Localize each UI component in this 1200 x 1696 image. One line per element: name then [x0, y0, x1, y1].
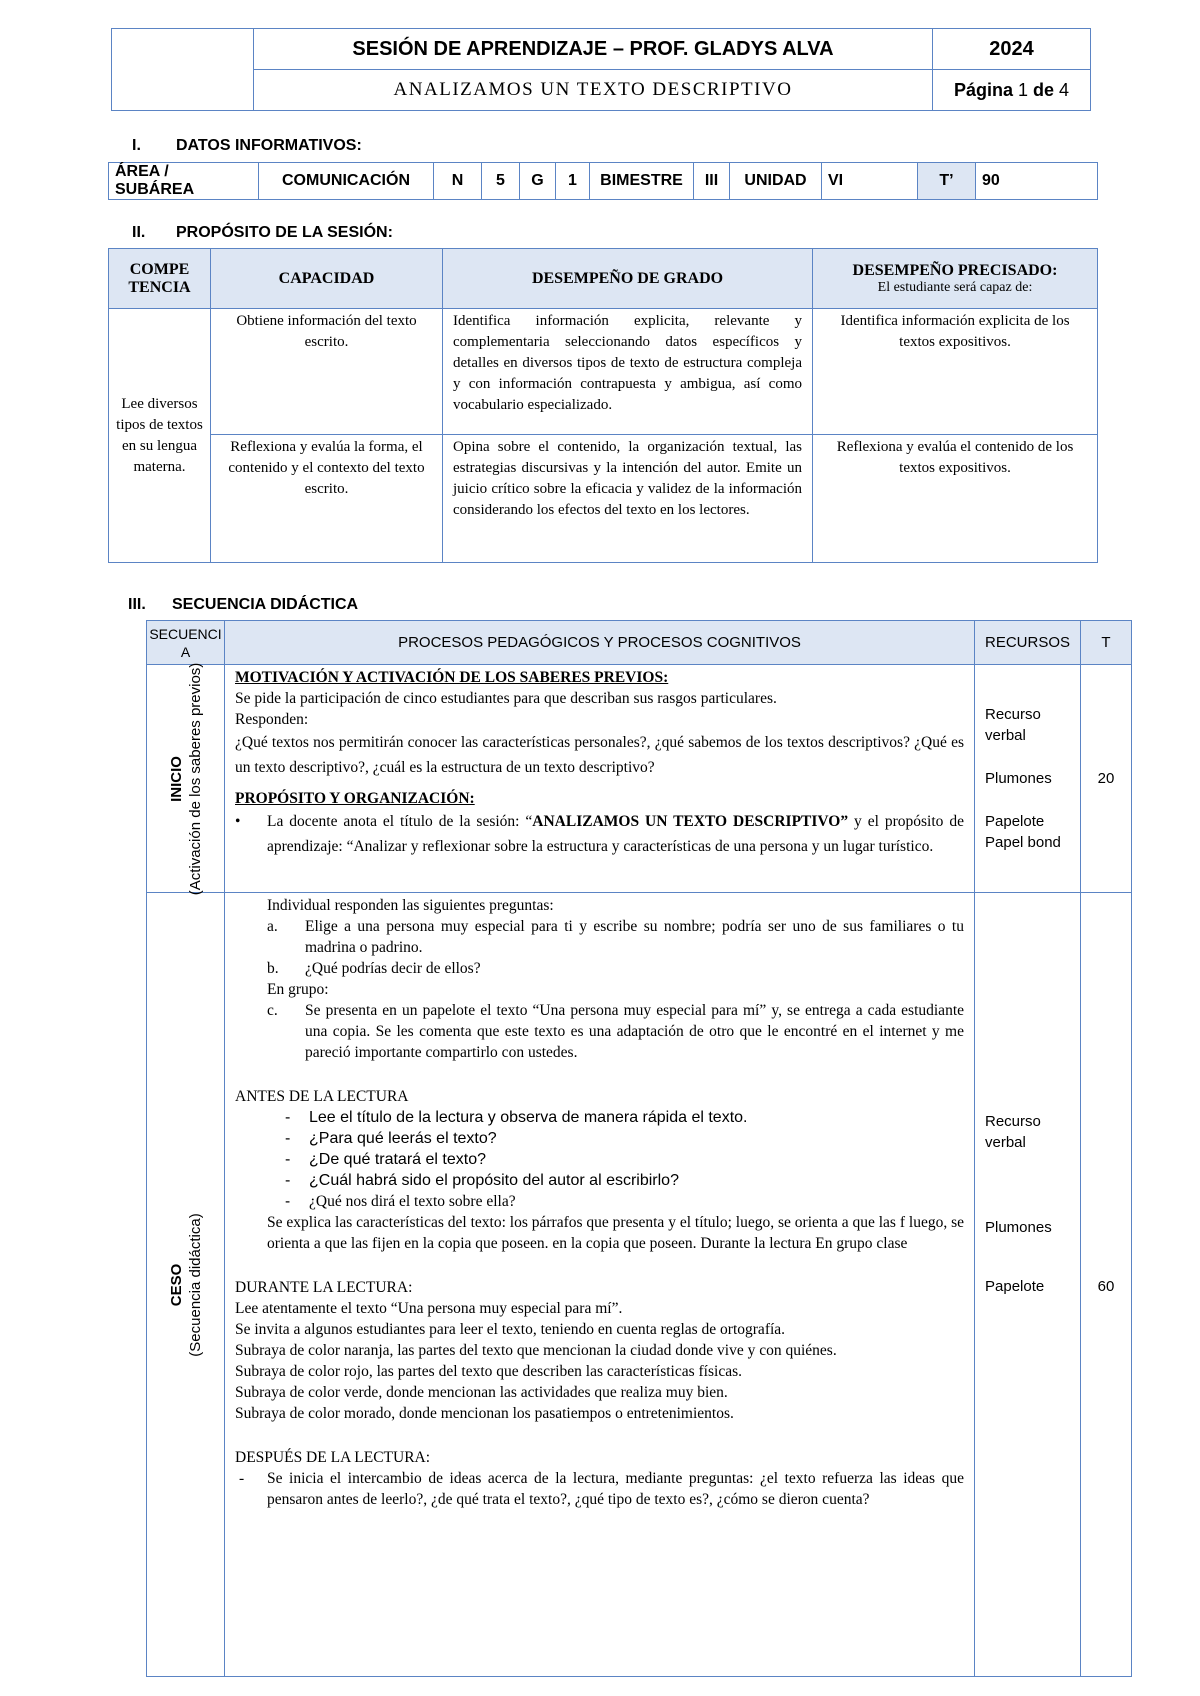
- antes-title: ANTES DE LA LECTURA: [235, 1088, 409, 1105]
- section-proposito-heading: II. PROPÓSITO DE LA SESIÓN:: [132, 224, 393, 241]
- proposito-table: [108, 248, 1098, 563]
- header-precisado: DESEMPEÑO PRECISADO: El estudiante será capaz de:: [813, 249, 1098, 309]
- durante-item: Lee atentamente el texto “Una persona muy especial para mí”.: [235, 1300, 623, 1317]
- ceso-item-a: a. Elige a una persona muy especial para ti y escribe su nombre; podría ser uno de sus familiares o tu madrina o padrino.: [267, 918, 964, 956]
- precisado-cell: Reflexiona y evalúa el contenido de los textos expositivos.: [813, 435, 1098, 563]
- desempeno-cell: Identifica información explicita, relevante y complementaria seleccionando datos específicos y detalles en diversos tipos de texto de estructura compleja y con información contrapuesta y ambigua, así como vocabulario especializado.: [443, 309, 813, 435]
- ceso-procesos: [225, 893, 975, 1677]
- desempeno-cell: Opina sobre el contenido, la organización textual, las estrategias discursivas y la intención del autor. Emite un juicio crítico sobre la eficacia y validez de la información considerando los efectos del texto en los lectores.: [443, 435, 813, 563]
- despues-item: - Se inicia el intercambio de ideas acerca de la lectura, mediante preguntas: ¿el texto refuerza las ideas que pensaron antes de leerlo?, ¿de qué trata el texto?, ¿qué tipo de texto es?, ¿cómo se dieron cuenta?: [239, 1470, 964, 1508]
- g-label: G: [520, 163, 556, 200]
- motivacion-title: MOTIVACIÓN Y ACTIVACIÓN DE LOS SABERES PREVIOS:: [235, 669, 669, 686]
- antes-item: - ¿Cuál habrá sido el propósito del autor al escribirlo?: [285, 1172, 679, 1189]
- durante-item: Subraya de color rojo, las partes del texto que describen las características físicas.: [235, 1363, 742, 1380]
- ceso-sub: (Secuencia didáctica): [186, 1212, 204, 1357]
- proposito-title: PROPÓSITO Y ORGANIZACIÓN:: [235, 790, 475, 807]
- session-year: 2024: [933, 29, 1091, 70]
- area-value: COMUNICACIÓN: [259, 163, 434, 200]
- session-subtitle: ANALIZAMOS UN TEXTO DESCRIPTIVO: [254, 70, 933, 111]
- antes-item: - ¿De qué tratará el texto?: [285, 1151, 486, 1168]
- unidad-label: UNIDAD: [730, 163, 822, 200]
- antes-item: - ¿Para qué leerás el texto?: [285, 1130, 497, 1147]
- capacidad-cell: Reflexiona y evalúa la forma, el contenido y el contexto del texto escrito.: [211, 435, 443, 563]
- header-desempeno: DESEMPEÑO DE GRADO: [443, 249, 813, 309]
- ceso-item-b: b. ¿Qué podrías decir de ellos?: [267, 960, 481, 977]
- durante-item: Subraya de color naranja, las partes del texto que mencionan la ciudad donde vive y con quiénes.: [235, 1342, 837, 1359]
- inicio-recursos: Recurso verbal Plumones Papelote Papel bond: [975, 665, 1081, 893]
- ceso-intro: Individual responden las siguientes preguntas:: [267, 897, 554, 914]
- datos-table: [108, 162, 1098, 200]
- g-value: 1: [556, 163, 590, 200]
- inicio-sub: (Activación de los saberes previos): [186, 662, 204, 895]
- bullet-icon: •: [235, 813, 241, 830]
- ceso-cell: [147, 893, 225, 1677]
- inicio-cell: [147, 662, 225, 895]
- header-capacidad: CAPACIDAD: [211, 249, 443, 309]
- motivacion-text: Responden:: [235, 711, 309, 728]
- section-secuencia-heading: III. SECUENCIA DIDÁCTICA: [128, 596, 359, 613]
- header-procesos: PROCESOS PEDAGÓGICOS Y PROCESOS COGNITIVOS: [225, 621, 975, 665]
- header-secuencia: SECUENCI A: [147, 621, 225, 665]
- n-label: N: [434, 163, 482, 200]
- bimestre-label: BIMESTRE: [590, 163, 694, 200]
- competencia-cell: Lee diversos tipos de textos en su lengua materna.: [109, 309, 211, 563]
- precisado-cell: Identifica información explicita de los textos expositivos.: [813, 309, 1098, 435]
- inicio-label: INICIO: [167, 755, 185, 802]
- section-datos-heading: I. DATOS INFORMATIVOS:: [132, 137, 362, 154]
- header-recursos: RECURSOS: [975, 621, 1081, 665]
- bimestre-value: III: [694, 163, 730, 200]
- ceso-label: CESO: [167, 1263, 185, 1306]
- area-label: ÁREA / SUBÁREA: [109, 163, 259, 200]
- secuencia-table: [146, 620, 1132, 1677]
- header-competencia: COMPE TENCIA: [109, 249, 211, 309]
- page-indicator: Página 1 de 4: [933, 70, 1091, 111]
- durante-title: DURANTE LA LECTURA:: [235, 1279, 413, 1296]
- antes-item: - ¿Qué nos dirá el texto sobre ella?: [285, 1193, 516, 1210]
- proposito-item: • La docente anota el título de la sesión: “ANALIZAMOS UN TEXTO DESCRIPTIVO” y el propósito de aprendizaje: “Analizar y reflexionar sobre la estructura y características de una persona y un lugar turístico.: [235, 809, 964, 859]
- session-title: SESIÓN DE APRENDIZAJE – PROF. GLADYS ALVA: [254, 29, 933, 70]
- motivacion-text: Se pide la participación de cinco estudiantes para que describan sus rasgos particulares.: [235, 690, 777, 707]
- despues-title: DESPUÉS DE LA LECTURA:: [235, 1449, 431, 1466]
- motivacion-questions: ¿Qué textos nos permitirán conocer las características personales?, ¿qué sabemos de los textos descriptivos? ¿Qué es un texto descriptivo?, ¿cuál es la estructura de un texto descriptivo?: [235, 734, 964, 776]
- antes-paragraph: Se explica las características del texto: los párrafos que presenta y el título; luego, se orienta a que las f luego, se orienta a que las fijen en la copia que poseen. en la copia que poseen. Durante la lectura En grupo clase: [267, 1214, 964, 1252]
- durante-item: Subraya de color morado, donde mencionan los pasatiempos o entretenimientos.: [235, 1405, 734, 1422]
- logo-cell: [112, 29, 254, 111]
- t-value: 90: [976, 163, 1098, 200]
- inicio-procesos: [225, 665, 975, 893]
- unidad-value: VI: [822, 163, 918, 200]
- header-t: T: [1081, 621, 1132, 665]
- t-label: T’: [918, 163, 976, 200]
- capacidad-cell: Obtiene información del texto escrito.: [211, 309, 443, 435]
- antes-item: - Lee el título de la lectura y observa de manera rápida el texto.: [285, 1109, 748, 1126]
- ceso-item-c: c. Se presenta en un papelote el texto “Una persona muy especial para mí” y, se entrega a cada estudiante una copia. Se les comenta que este texto es una adaptación de otro que le encontré en el internet y me pareció importante compartirlo con ustedes.: [267, 1002, 964, 1061]
- durante-item: Subraya de color verde, donde mencionan las actividades que realiza muy bien.: [235, 1384, 728, 1401]
- session-header: [111, 28, 1091, 111]
- n-value: 5: [482, 163, 520, 200]
- inicio-time: 20: [1081, 665, 1132, 893]
- ceso-time: 60: [1081, 893, 1132, 1677]
- durante-item: Se invita a algunos estudiantes para leer el texto, teniendo en cuenta reglas de ortografía.: [235, 1321, 786, 1338]
- ceso-recursos: Recurso verbal Plumones Papelote: [975, 893, 1081, 1677]
- ceso-grupo: En grupo:: [267, 981, 329, 998]
